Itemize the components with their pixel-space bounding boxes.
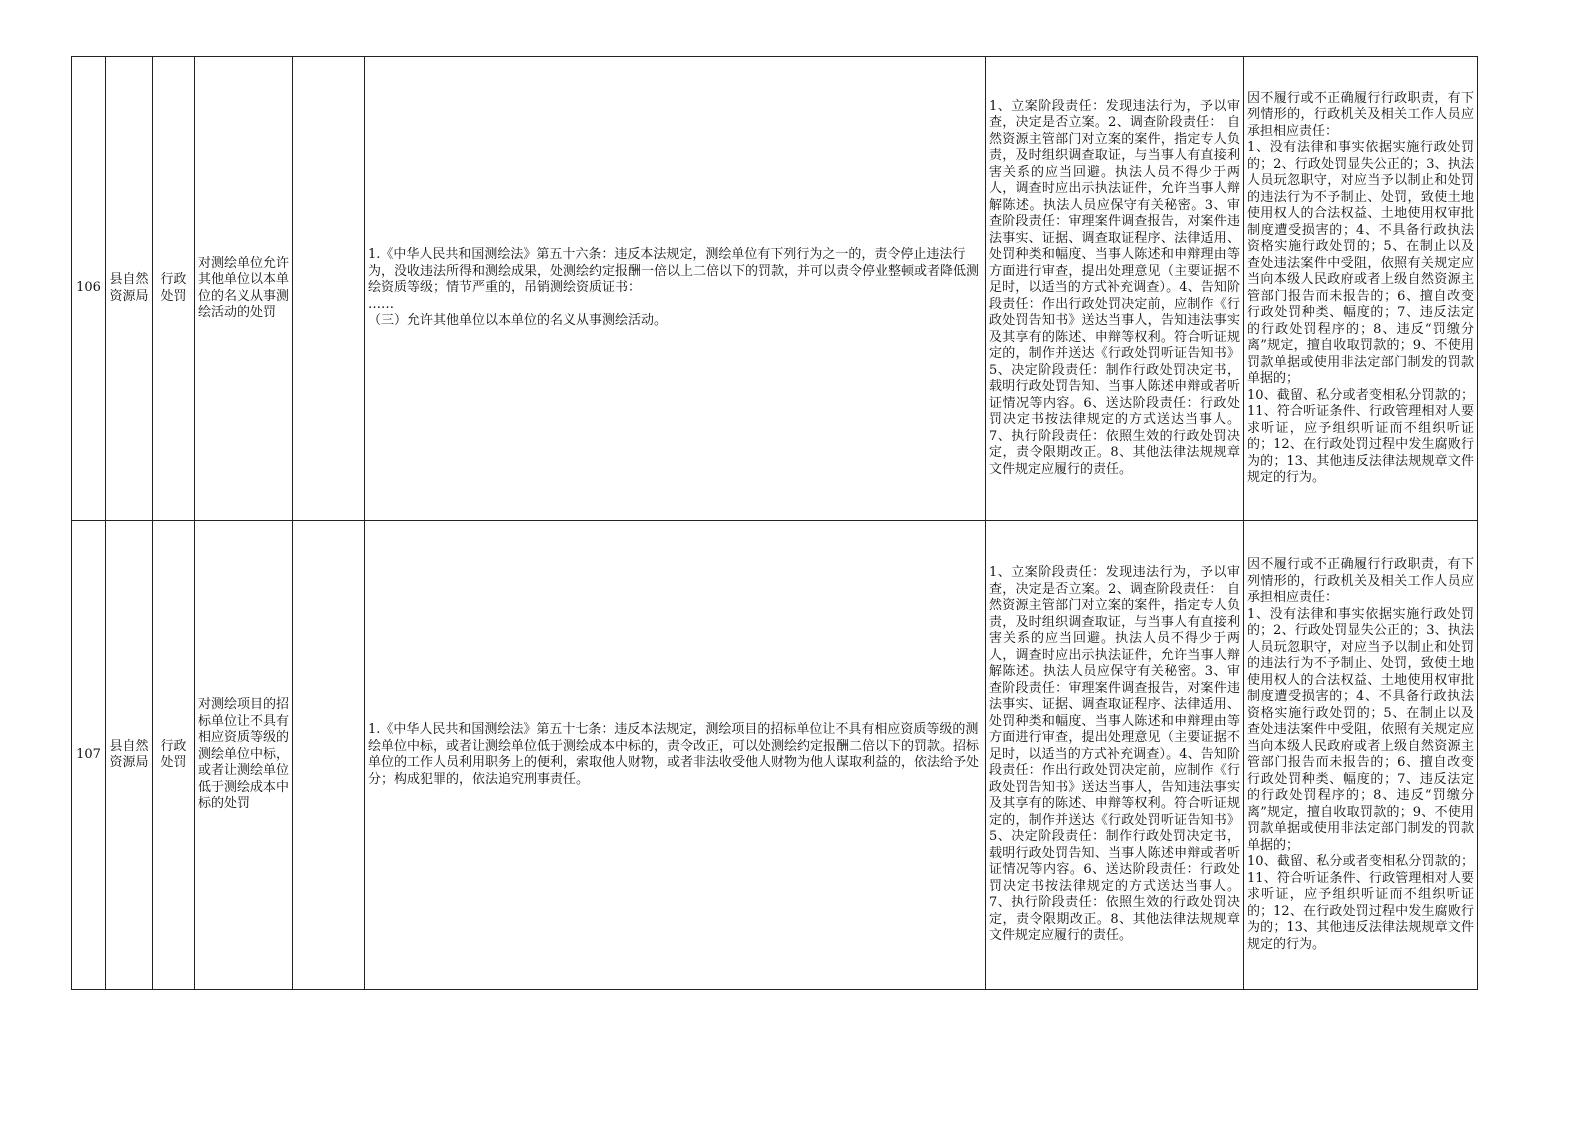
responsibility-cell: 1、立案阶段责任：发现违法行为，予以审查，决定是否立案。2、调查阶段责任： 自然资源主管部门对立案的案件，指定专人负责，及时组织调查取证，与当事人有直接利害关系的应当回避。执法人员不得少于两人，调查时应出示执法证件，允许当事人辩解陈述。执法人员应保守有关秘密。3、审查阶段责任：审理案件调查报告，对案件违法事实、证据、调查取证程序、法律适用、处罚种类和幅度、当事人陈述和申辩理由等方面进行审查，提出处理意见（主要证据不足时，以适当的方式补充调查）。4、告知阶段责任：作出行政处罚决定前，应制作《行政处罚告知书》送达当事人，告知违法事实及其享有的陈述、申辩等权利。符合听证规定的，制作并送达《行政处罚听证告知书》5、决定阶段责任：制作行政处罚决定书，载明行政处罚告知、当事人陈述申辩或者听证情况等内容。6、送达阶段责任：行政处罚决定书按法律规定的方式送达当事人。7、执行阶段责任：依照生效的行政处罚决定，责令限期改正。8、其他法律法规规章文件规定应履行的责任。 <box>986 57 1244 521</box>
power-type-cell: 行政处罚 <box>153 57 195 521</box>
department-cell: 县自然资源局 <box>106 521 153 990</box>
legal-basis-cell <box>365 521 986 990</box>
row-number-cell: 107 <box>72 521 106 990</box>
responsibility-cell: 1、立案阶段责任：发现违法行为，予以审查，决定是否立案。2、调查阶段责任： 自然资源主管部门对立案的案件，指定专人负责，及时组织调查取证，与当事人有直接利害关系的应当回避。执法人员不得少于两人，调查时应出示执法证件，允许当事人辩解陈述。执法人员应保守有关秘密。3、审查阶段责任：审理案件调查报告，对案件违法事实、证据、调查取证程序、法律适用、处罚种类和幅度、当事人陈述和申辩理由等方面进行审查，提出处理意见（主要证据不足时，以适当的方式补充调查）。4、告知阶段责任：作出行政处罚决定前，应制作《行政处罚告知书》送达当事人，告知违法事实及其享有的陈述、申辩等权利。符合听证规定的，制作并送达《行政处罚听证告知书》5、决定阶段责任：制作行政处罚决定书，载明行政处罚告知、当事人陈述申辩或者听证情况等内容。6、送达阶段责任：行政处罚决定书按法律规定的方式送达当事人。7、执行阶段责任：依照生效的行政处罚决定，责令限期改正。8、其他法律法规规章文件规定应履行的责任。 <box>986 521 1244 990</box>
row-number-cell: 106 <box>72 57 106 521</box>
legal-basis-line: （三）允许其他单位以本单位的名义从事测绘活动。 <box>368 313 668 329</box>
legal-basis-line: 1.《中华人民共和国测绘法》第五十七条：违反本法规定，测绘项目的招标单位让不具有相应资质等级的测绘单位中标，或者让测绘单位低于测绘成本中标的，责令改正，可以处测绘约定报酬二倍以下的罚款。招标单位的工作人员利用职务上的便利，索取他人财物，或者非法收受他人财物为他人谋取利益的，依法给予处分；构成犯罪的，依法追究刑事责任。 <box>368 722 980 787</box>
table-row <box>72 57 1478 521</box>
table-row <box>72 521 1478 990</box>
legal-basis-cell <box>365 57 986 521</box>
item-name-cell: 对测绘单位允许其他单位以本单位的名义从事测绘活动的处罚 <box>195 57 293 521</box>
item-name-cell: 对测绘项目的招标单位让不具有相应资质等级的测绘单位中标，或者让测绘单位低于测绘成本中标的处罚 <box>195 521 293 990</box>
legal-basis-line: 1.《中华人民共和国测绘法》第五十六条：违反本法规定，测绘单位有下列行为之一的，责令停止违法行为，没收违法所得和测绘成果，处测绘约定报酬一倍以上二倍以下的罚款，并可以责令停业整顿或者降低测绘资质等级；情节严重的，吊销测绘资质证书： <box>368 247 980 296</box>
sub-item-cell <box>293 57 365 521</box>
legal-basis-ellipsis: …… <box>368 296 394 312</box>
power-list-table <box>71 56 1478 990</box>
accountability-cell: 因不履行或不正确履行行政职责，有下列情形的，行政机关及相关工作人员应承担相应责任： 1、没有法律和事实依据实施行政处罚的；2、行政处罚显失公正的；3、执法人员玩忽职守，对应当予以制止和处罚的违法行为不予制止、处罚，致使土地使用权人的合法权益、土地使用权审批制度遭受损害的；4、不具备行政执法资格实施行政处罚的；5、在制止以及查处违法案件中受阻，依照有关规定应当向本级人民政府或者上级自然资源主管部门报告而未报告的；6、擅自改变行政处罚种类、幅度的；7、违反法定的行政处罚程序的；8、违反“罚缴分离”规定，擅自收取罚款的；9、不使用罚款单据或使用非法定部门制发的罚款单据的； 10、截留、私分或者变相私分罚款的；11、符合听证条件、行政管理相对人要求听证，应予组织听证而不组织听证的；12、在行政处罚过程中发生腐败行为的；13、其他违反法律法规规章文件规定的行为。 <box>1244 57 1478 521</box>
sub-item-cell <box>293 521 365 990</box>
accountability-cell: 因不履行或不正确履行行政职责，有下列情形的，行政机关及相关工作人员应承担相应责任： 1、没有法律和事实依据实施行政处罚的；2、行政处罚显失公正的；3、执法人员玩忽职守，对应当予以制止和处罚的违法行为不予制止、处罚，致使土地使用权人的合法权益、土地使用权审批制度遭受损害的；4、不具备行政执法资格实施行政处罚的；5、在制止以及查处违法案件中受阻，依照有关规定应当向本级人民政府或者上级自然资源主管部门报告而未报告的；6、擅自改变行政处罚种类、幅度的；7、违反法定的行政处罚程序的；8、违反“罚缴分离”规定，擅自收取罚款的；9、不使用罚款单据或使用非法定部门制发的罚款单据的； 10、截留、私分或者变相私分罚款的；11、符合听证条件、行政管理相对人要求听证，应予组织听证而不组织听证的；12、在行政处罚过程中发生腐败行为的；13、其他违反法律法规规章文件规定的行为。 <box>1244 521 1478 990</box>
power-type-cell: 行政处罚 <box>153 521 195 990</box>
department-cell: 县自然资源局 <box>106 57 153 521</box>
